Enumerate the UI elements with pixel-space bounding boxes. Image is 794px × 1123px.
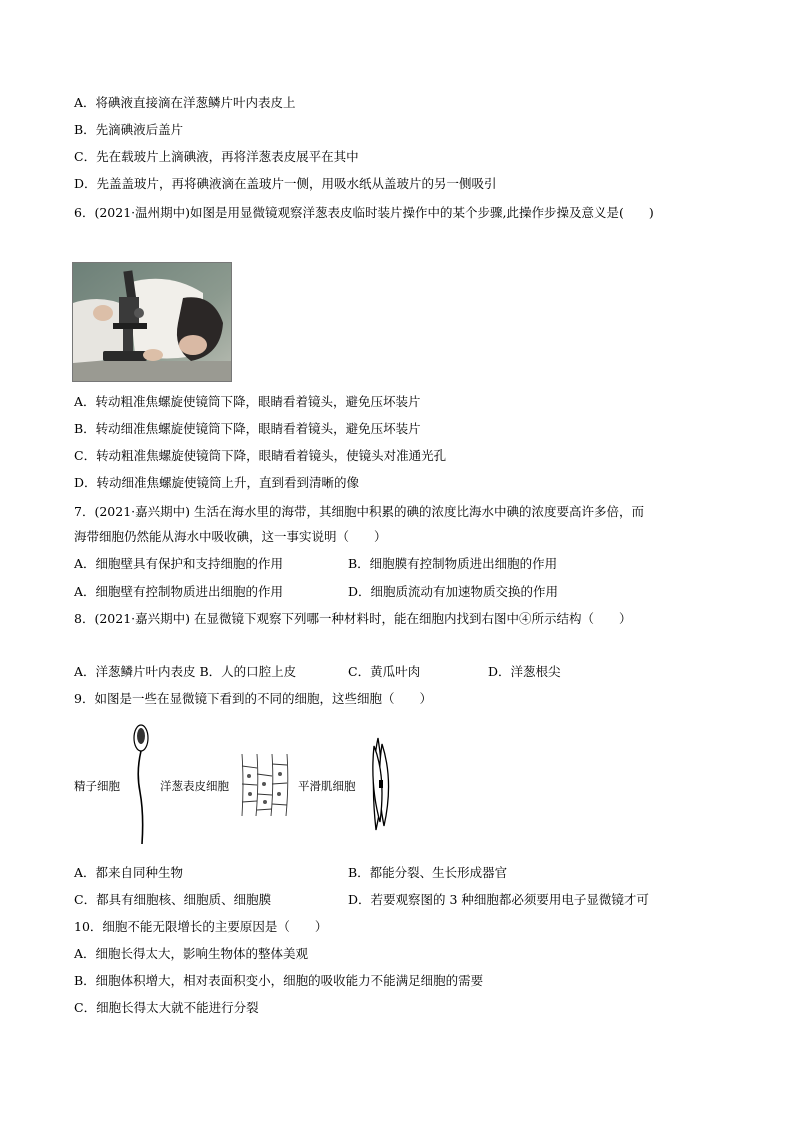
sperm-cell-figure: [126, 722, 158, 846]
smooth-muscle-figure: [368, 736, 396, 832]
q10-option-a: A．细胞长得太大，影响生物体的整体美观: [74, 946, 309, 961]
q7-option-a: A．细胞壁具有保护和支持细胞的作用: [74, 556, 284, 571]
q10-option-c: C．细胞长得太大就不能进行分裂: [74, 1000, 259, 1015]
q6-option-b: B．转动细准焦螺旋使镜筒下降，眼睛看着镜头，避免压坏装片: [74, 421, 421, 436]
q8-option-ab: A．洋葱鳞片叶内表皮 B．人的口腔上皮: [74, 664, 297, 679]
muscle-cell-label: 平滑肌细胞: [298, 779, 356, 793]
q5-option-c: C．先在载玻片上滴碘液，再将洋葱表皮展平在其中: [74, 149, 359, 164]
q8-stem: 8．(2021·嘉兴期中) 在显微镜下观察下列哪一种材料时，能在细胞内找到右图中④所示结构（ ）: [74, 611, 632, 626]
q6-stem: 6．(2021·温州期中)如图是用显微镜观察洋葱表皮临时装片操作中的某个步骤,此操作步操及意义是( ): [74, 205, 654, 220]
q7-option-c: A．细胞壁有控制物质进出细胞的作用: [74, 584, 284, 599]
q7-option-b: B．细胞膜有控制物质进出细胞的作用: [348, 556, 558, 571]
q9-stem: 9．如图是一些在显微镜下看到的不同的细胞，这些细胞（ ）: [74, 691, 432, 706]
q9-option-c: C．都具有细胞核、细胞质、细胞膜: [74, 892, 272, 907]
q8-option-c: C．黄瓜叶肉: [348, 664, 421, 679]
q6-option-a: A．转动粗准焦螺旋使镜筒下降，眼睛看着镜头，避免压坏装片: [74, 394, 421, 409]
q10-option-b: B．细胞体积增大，相对表面积变小，细胞的吸收能力不能满足细胞的需要: [74, 973, 484, 988]
q6-option-c: C．转动粗准焦螺旋使镜筒下降，眼睛看着镜头，使镜头对准通光孔: [74, 448, 447, 463]
q5-option-a: A．将碘液直接滴在洋葱鳞片叶内表皮上: [74, 95, 296, 110]
onion-cell-figure: [240, 754, 290, 816]
microscope-photo: [72, 262, 232, 382]
q9-option-d: D．若要观察图的 3 种细胞都必须要用电子显微镜才可: [348, 892, 649, 907]
onion-cell-label: 洋葱表皮细胞: [160, 779, 229, 793]
sperm-cell-label: 精子细胞: [74, 779, 120, 793]
q7-option-d: D．细胞质流动有加速物质交换的作用: [348, 584, 559, 599]
q10-stem: 10．细胞不能无限增长的主要原因是（ ）: [74, 919, 328, 934]
q9-option-a: A．都来自同种生物: [74, 865, 184, 880]
q7-stem-line1: 7．(2021·嘉兴期中) 生活在海水里的海带，其细胞中积累的碘的浓度比海水中碘的浓度要高许多倍，而: [74, 504, 644, 519]
q6-option-d: D．转动细准焦螺旋使镜筒上升，直到看到清晰的像: [74, 475, 360, 490]
q8-option-d: D．洋葱根尖: [488, 664, 561, 679]
q7-stem-line2: 海带细胞仍然能从海水中吸收碘，这一事实说明（ ）: [74, 529, 387, 544]
q5-option-b: B．先滴碘液后盖片: [74, 122, 184, 137]
q9-option-b: B．都能分裂、生长形成器官: [348, 865, 508, 880]
q5-option-d: D．先盖盖玻片，再将碘液滴在盖玻片一侧，用吸水纸从盖玻片的另一侧吸引: [74, 176, 497, 191]
